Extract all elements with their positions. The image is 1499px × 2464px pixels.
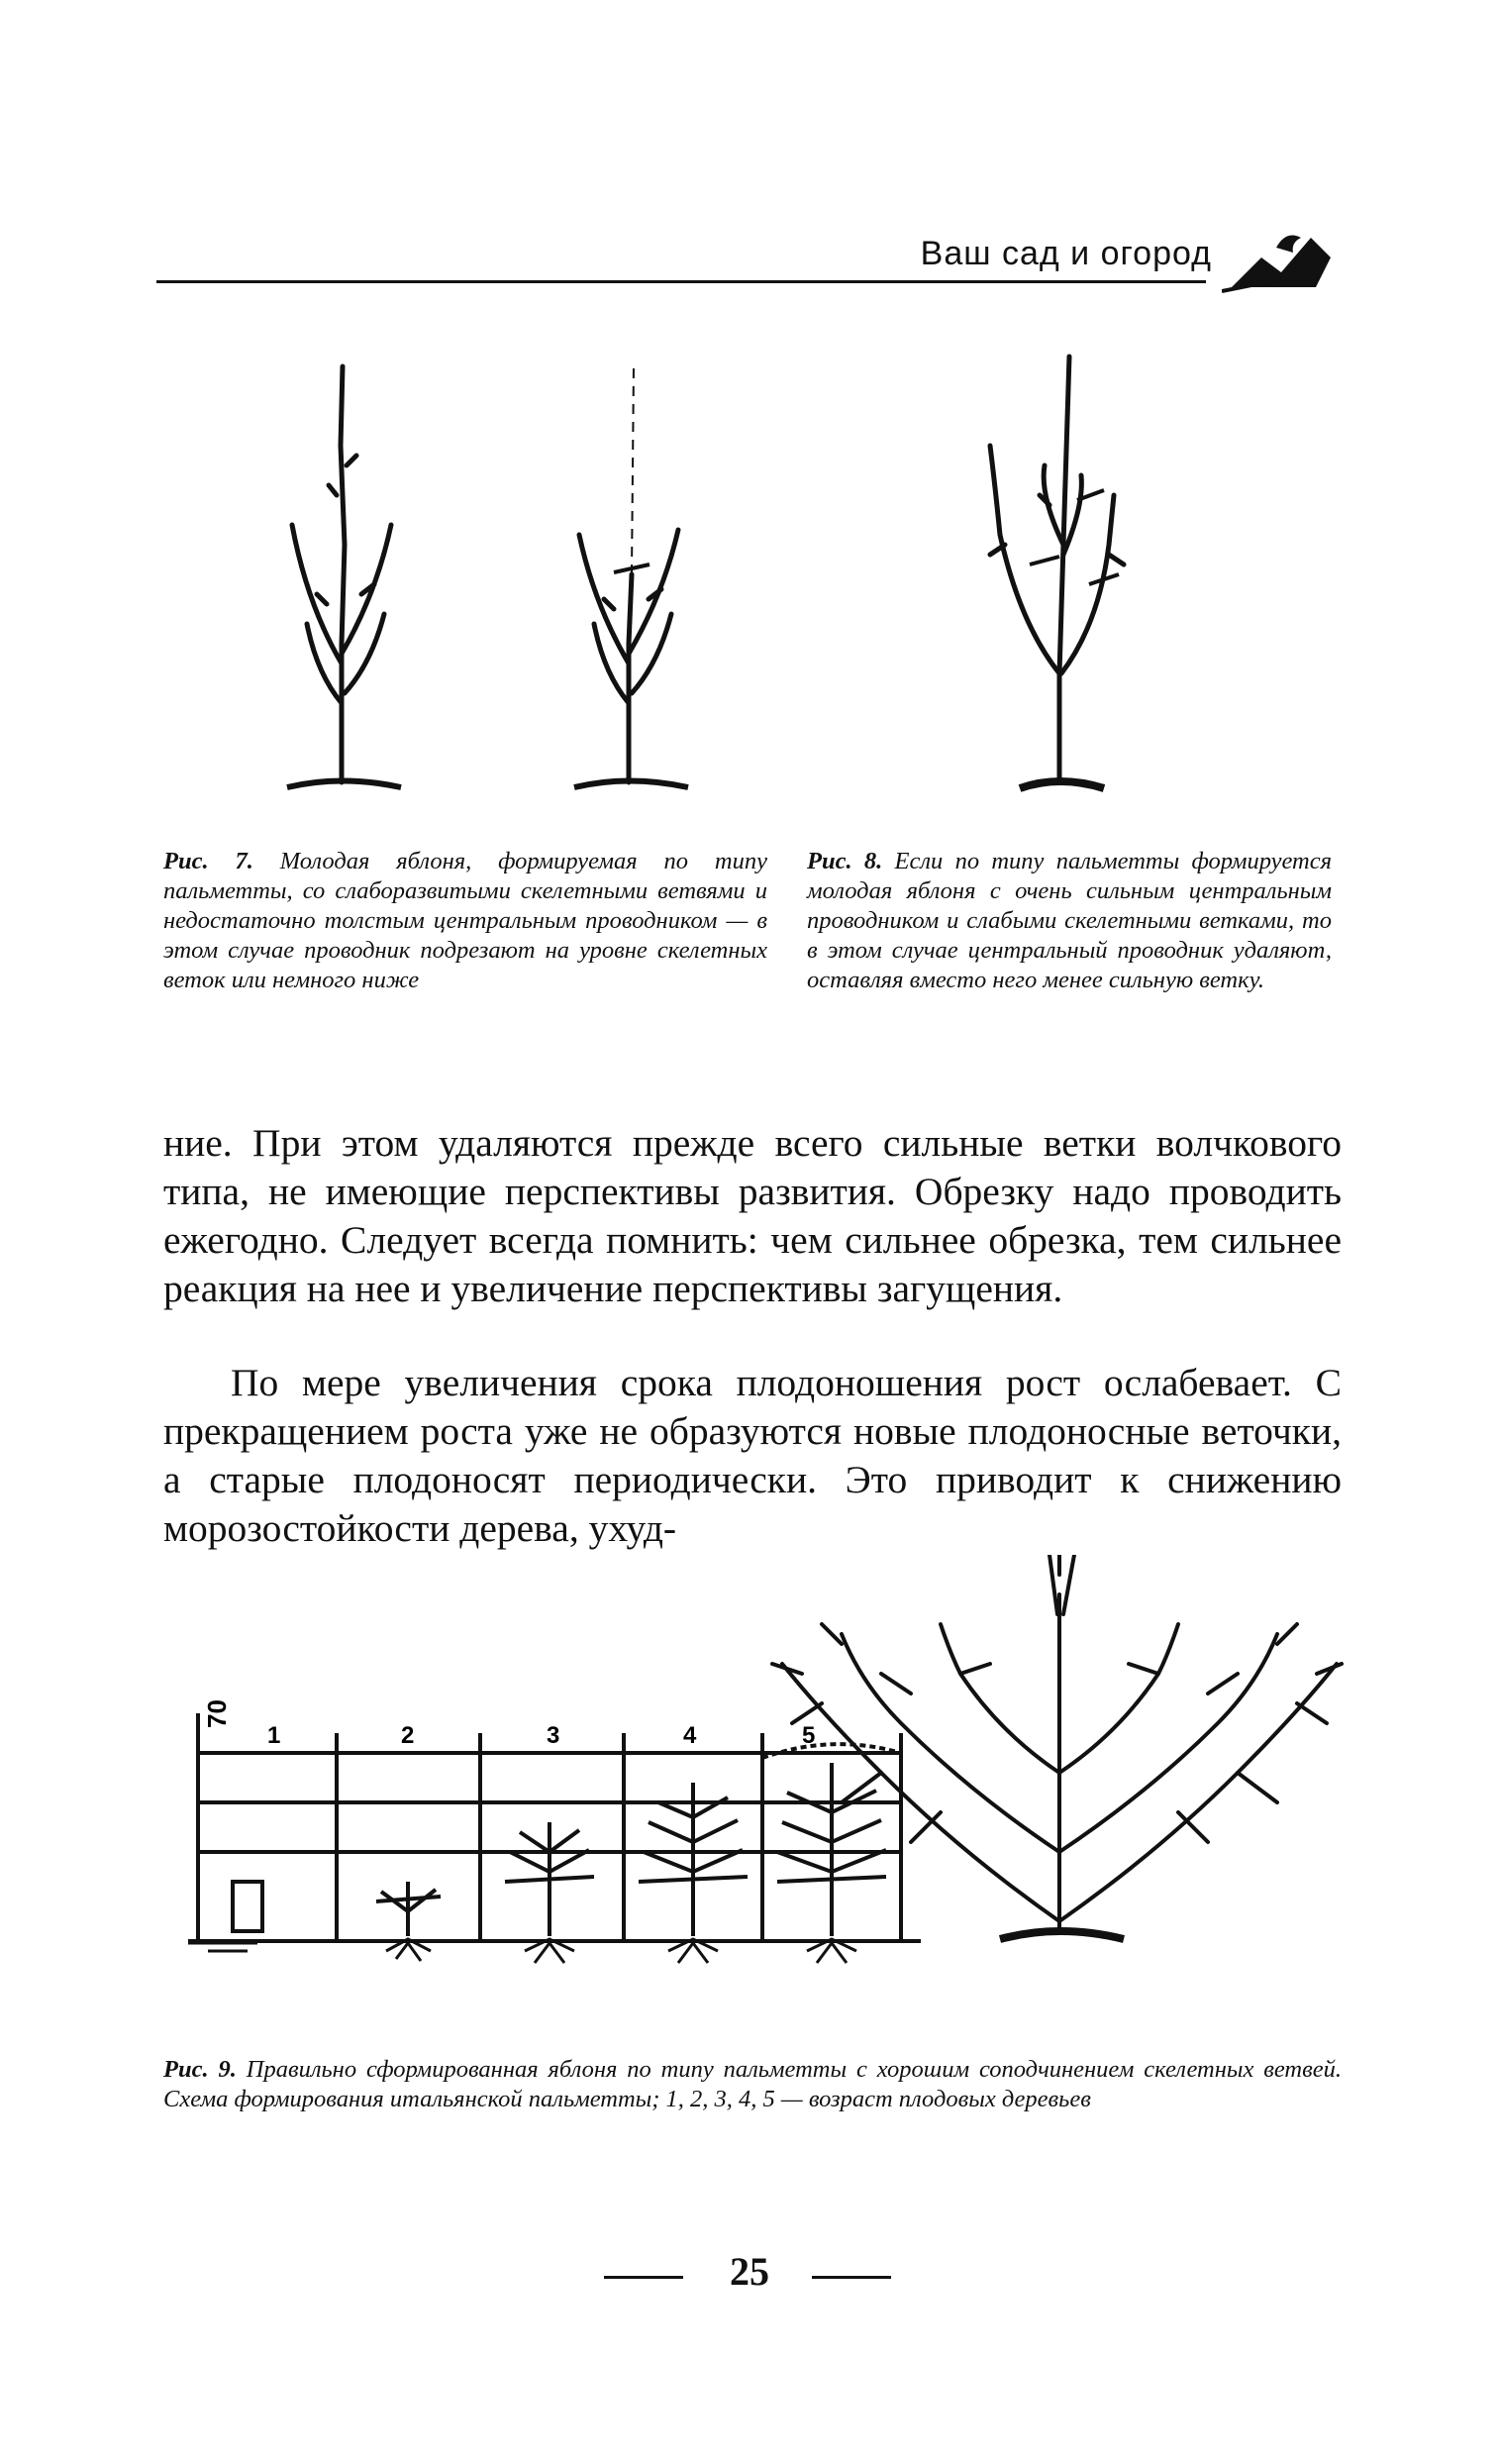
body-paragraph-1: ние. При этом удаляются прежде всего сильные ветки волчкового типа, не имеющие перспективы развития. Обрезку надо проводить ежегодно. Следует всегда помнить: чем сильнее обрезка, тем сильнее реакция на нее и увеличение перспективы загущения. [163, 1121, 1342, 1310]
fig8-caption-text: Если по типу пальметты формируется молодая яблоня с очень сильным центральным проводником и слабыми скелетными ветками, то в этом случае центральный проводник удаляют, оставляя вместо него менее сильную ветку. [807, 848, 1333, 993]
fig9-stage-4: 4 [683, 1722, 697, 1749]
fig7-tree-after [554, 347, 703, 792]
running-header [156, 208, 1341, 297]
fig7-caption-label: Рис. 7. [163, 848, 253, 874]
fig7-tree-before [267, 347, 416, 792]
fig9-palmette-scheme [188, 1555, 1347, 2030]
fig7-caption-text: Молодая яблоня, формируемая по типу пальметты, со слаборазвитыми скелетными ветвями и недостаточно толстым центральным проводником — в этом случае проводник подрезают на уровне скелетных веток или немного ниже [163, 848, 767, 993]
page-number: 25 [730, 2249, 769, 2294]
fig9-stage-1: 1 [267, 1722, 281, 1749]
fig9-stage-2: 2 [401, 1722, 415, 1749]
page-number-dash-right [812, 2276, 891, 2279]
header-rule [156, 280, 1206, 283]
fig9-scale-label: 70 [202, 1699, 232, 1728]
fig7-caption [163, 847, 767, 995]
fig8-tree [960, 347, 1158, 792]
fig9-caption-text: Правильно сформированная яблоня по типу пальметты с хорошим соподчинением скелетных ветвей. Схема формирования итальянской пальметты; 1, 2, 3, 4, 5 — возраст плодовых деревьев [163, 2056, 1343, 2112]
fig9-caption [163, 2055, 1342, 2114]
fig9-caption-label: Рис. 9. [163, 2056, 237, 2083]
header-title: Ваш сад и огород [920, 235, 1212, 272]
garden-logo-icon [1222, 218, 1341, 297]
fig9-stage-3: 3 [547, 1722, 560, 1749]
body-paragraph-2: По мере увеличения срока плодоношения рост ослабевает. С прекращением роста уже не образуются новые плодоносные веточки, а старые плодоносят периодически. Это приводит к снижению морозостойкости дерева, ухуд- [163, 1361, 1342, 1550]
fig8-caption-label: Рис. 8. [807, 848, 883, 874]
fig8-caption [807, 847, 1332, 995]
fig9-stage-5: 5 [802, 1722, 816, 1749]
